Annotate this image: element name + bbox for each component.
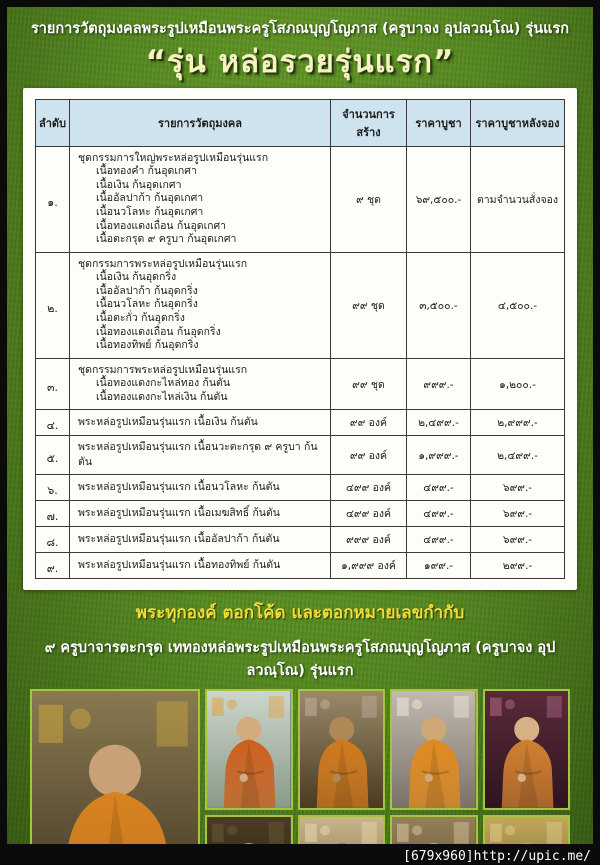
material-line: เนื้อนวโลหะ ก้นอุดกริ่ง xyxy=(96,298,198,311)
photo-monk-writing-with-stylus xyxy=(390,689,478,810)
material-line: เนื้อเงิน ก้นอุดเกศา xyxy=(96,178,182,191)
table-row xyxy=(36,436,565,474)
row-price-after: ๖๙๙.- xyxy=(471,526,565,552)
col-header-quantity: จำนวนการสร้าง xyxy=(331,99,407,146)
item-title: พระหล่อรูปเหมือนรุ่นแรก เนื้อนวโลหะ ก้นตัน xyxy=(78,480,280,493)
item-title: ชุดกรรมการพระหล่อรูปเหมือนรุ่นแรก xyxy=(78,363,248,376)
photos-caption: ๙ ครูบาจารตะกรุด เททองหล่อพระรูปเหมือนพระครูโสภณบุญโญภาส (ครูบาจง อุปลวณฺโณ) รุ่นแรก xyxy=(44,639,556,679)
row-price: ๖๙,๕๐๐.- xyxy=(407,146,471,252)
row-index: ๓. xyxy=(36,358,70,409)
row-price-after: ๖๙๙.- xyxy=(471,500,565,526)
material-line: เนื้อตะกรุด ๙ ครูบา ก้นอุดเกศา xyxy=(96,233,237,246)
row-price: ๑๙๙.- xyxy=(407,552,471,578)
item-title: พระหล่อรูปเหมือนรุ่นแรก เนื้อทองทิพย์ ก้นตัน xyxy=(78,558,281,571)
material-line: เนื้อทองแดงเถื่อน ก้นอุดกริ่ง xyxy=(96,325,221,338)
amulet-price-table xyxy=(35,99,565,579)
col-header-price: ราคาบูชา xyxy=(407,99,471,146)
item-title: ชุดกรรมการพระหล่อรูปเหมือนรุ่นแรก xyxy=(78,257,248,270)
row-index: ๗. xyxy=(36,500,70,526)
table-row xyxy=(36,358,565,409)
page-title: รายการวัตถุมงคลพระรูปเหมือนพระครูโสภณบุญโญภาส (ครูบาจง อุปลวณฺโณ) รุ่นแรก xyxy=(30,21,570,37)
material-line: เนื้อนวโลหะ ก้นอุดเกศา xyxy=(96,206,204,219)
material-line: เนื้อทองทิพย์ ก้นอุดกริ่ง xyxy=(96,339,199,352)
row-price: ๑,๙๙๙.- xyxy=(407,436,471,474)
row-price-after: ๒,๔๙๙.- xyxy=(471,436,565,474)
row-price: ๔๙๙.- xyxy=(407,500,471,526)
row-price: ๓,๕๐๐.- xyxy=(407,252,471,358)
table-row xyxy=(36,252,565,358)
col-header-price-after: ราคาบูชาหลังจอง xyxy=(471,99,565,146)
row-index: ๘. xyxy=(36,526,70,552)
photo-elder-monk-profile-takrut xyxy=(205,815,293,844)
row-description xyxy=(70,410,331,436)
photo-monk-leaning-inscribing xyxy=(483,689,571,810)
row-price: ๙๙๙.- xyxy=(407,358,471,409)
row-description xyxy=(70,436,331,474)
photo-elder-monk-with-orange-headdress xyxy=(205,689,293,810)
table-header-row xyxy=(36,99,565,146)
row-description xyxy=(70,252,331,358)
price-table-panel xyxy=(23,88,577,590)
material-line: เนื้อทองแดงกะไหล่เงิน ก้นตัน xyxy=(96,390,228,403)
row-quantity: ๙ ชุด xyxy=(331,146,407,252)
row-description xyxy=(70,358,331,409)
row-price: ๔๙๙.- xyxy=(407,526,471,552)
photo-elder-monk-writing-pen xyxy=(390,815,478,844)
row-quantity: ๙๙ องค์ xyxy=(331,436,407,474)
material-line: เนื้อทองคำ ก้นอุดเกศา xyxy=(96,165,197,178)
material-line: เนื้ออัลปาก้า ก้นอุดกริ่ง xyxy=(96,284,198,297)
material-line: เนื้อตะกั่ว ก้นอุดกริ่ง xyxy=(96,312,185,325)
row-index: ๔. xyxy=(36,410,70,436)
item-title: พระหล่อรูปเหมือนรุ่นแรก เนื้อเมฆสิทธิ์ ก้นตัน xyxy=(78,506,280,519)
table-row xyxy=(36,552,565,578)
row-index: ๙. xyxy=(36,552,70,578)
row-quantity: ๙๙ ชุด xyxy=(331,358,407,409)
col-header-item: รายการวัตถุมงคล xyxy=(70,99,331,146)
material-line: เนื้ออัลปาก้า ก้นอุดเกศา xyxy=(96,192,204,205)
stamp-note: พระทุกองค์ ตอกโค้ด และตอกหมายเลขกำกับ xyxy=(135,602,465,623)
item-title: ชุดกรรมการใหญ่พระหล่อรูปเหมือนรุ่นแรก xyxy=(78,151,269,164)
row-price-after: ๒,๙๙๙.- xyxy=(471,410,565,436)
row-quantity: ๑,๙๙๙ องค์ xyxy=(331,552,407,578)
table-row xyxy=(36,474,565,500)
row-index: ๒. xyxy=(36,252,70,358)
row-price-after: ๒๙๙.- xyxy=(471,552,565,578)
row-price-after: ๖๙๙.- xyxy=(471,474,565,500)
row-description xyxy=(70,552,331,578)
photo-monk-profile-hand-raised xyxy=(298,815,386,844)
photo-monk-inscribing-gold-sheet-large xyxy=(30,689,200,844)
col-header-index: ลำดับ xyxy=(36,99,70,146)
row-price: ๒,๔๙๙.- xyxy=(407,410,471,436)
row-quantity: ๙๙ องค์ xyxy=(331,410,407,436)
row-price-after: ๑,๒๐๐.- xyxy=(471,358,565,409)
row-description xyxy=(70,526,331,552)
row-price: ๔๙๙.- xyxy=(407,474,471,500)
row-quantity: ๙๙๙ องค์ xyxy=(331,526,407,552)
amulet-table-body xyxy=(36,146,565,578)
item-title: พระหล่อรูปเหมือนรุ่นแรก เนื้อเงิน ก้นตัน xyxy=(78,416,258,429)
material-line: เนื้อทองแดงเถื่อน ก้นอุดเกศา xyxy=(96,219,227,232)
row-description xyxy=(70,474,331,500)
table-row xyxy=(36,526,565,552)
material-line: เนื้อทองแดงกะไหล่ทอง ก้นตัน xyxy=(96,377,230,390)
row-quantity: ๔๙๙ องค์ xyxy=(331,474,407,500)
table-row xyxy=(36,410,565,436)
item-title: พระหล่อรูปเหมือนรุ่นแรก เนื้อนวะตะกรุด ๙ ครูบา ก้นตัน xyxy=(78,441,318,468)
row-price-after: ๔,๕๐๐.- xyxy=(471,252,565,358)
table-row xyxy=(36,146,565,252)
item-title: พระหล่อรูปเหมือนรุ่นแรก เนื้ออัลปาก้า ก้นตัน xyxy=(78,532,280,545)
edition-subtitle: “รุ่น หล่อรวยรุ่นแรก” xyxy=(145,43,455,80)
row-quantity: ๙๙ ชุด xyxy=(331,252,407,358)
row-description xyxy=(70,500,331,526)
row-index: ๑. xyxy=(36,146,70,252)
row-price-after: ตามจำนวนสั่งจอง xyxy=(471,146,565,252)
row-index: ๕. xyxy=(36,436,70,474)
row-description xyxy=(70,146,331,252)
table-row xyxy=(36,500,565,526)
poster-page xyxy=(7,7,593,844)
material-line: เนื้อเงิน ก้นอุดกริ่ง xyxy=(96,271,177,284)
monk-photo-grid xyxy=(30,689,570,844)
photo-monk-blowing-amulet xyxy=(298,689,386,810)
photo-monk-glasses-inscribing xyxy=(483,815,571,844)
row-index: ๖. xyxy=(36,474,70,500)
row-quantity: ๔๙๙ องค์ xyxy=(331,500,407,526)
watermark-url: [679x960]http://upic.me/ xyxy=(403,849,591,864)
